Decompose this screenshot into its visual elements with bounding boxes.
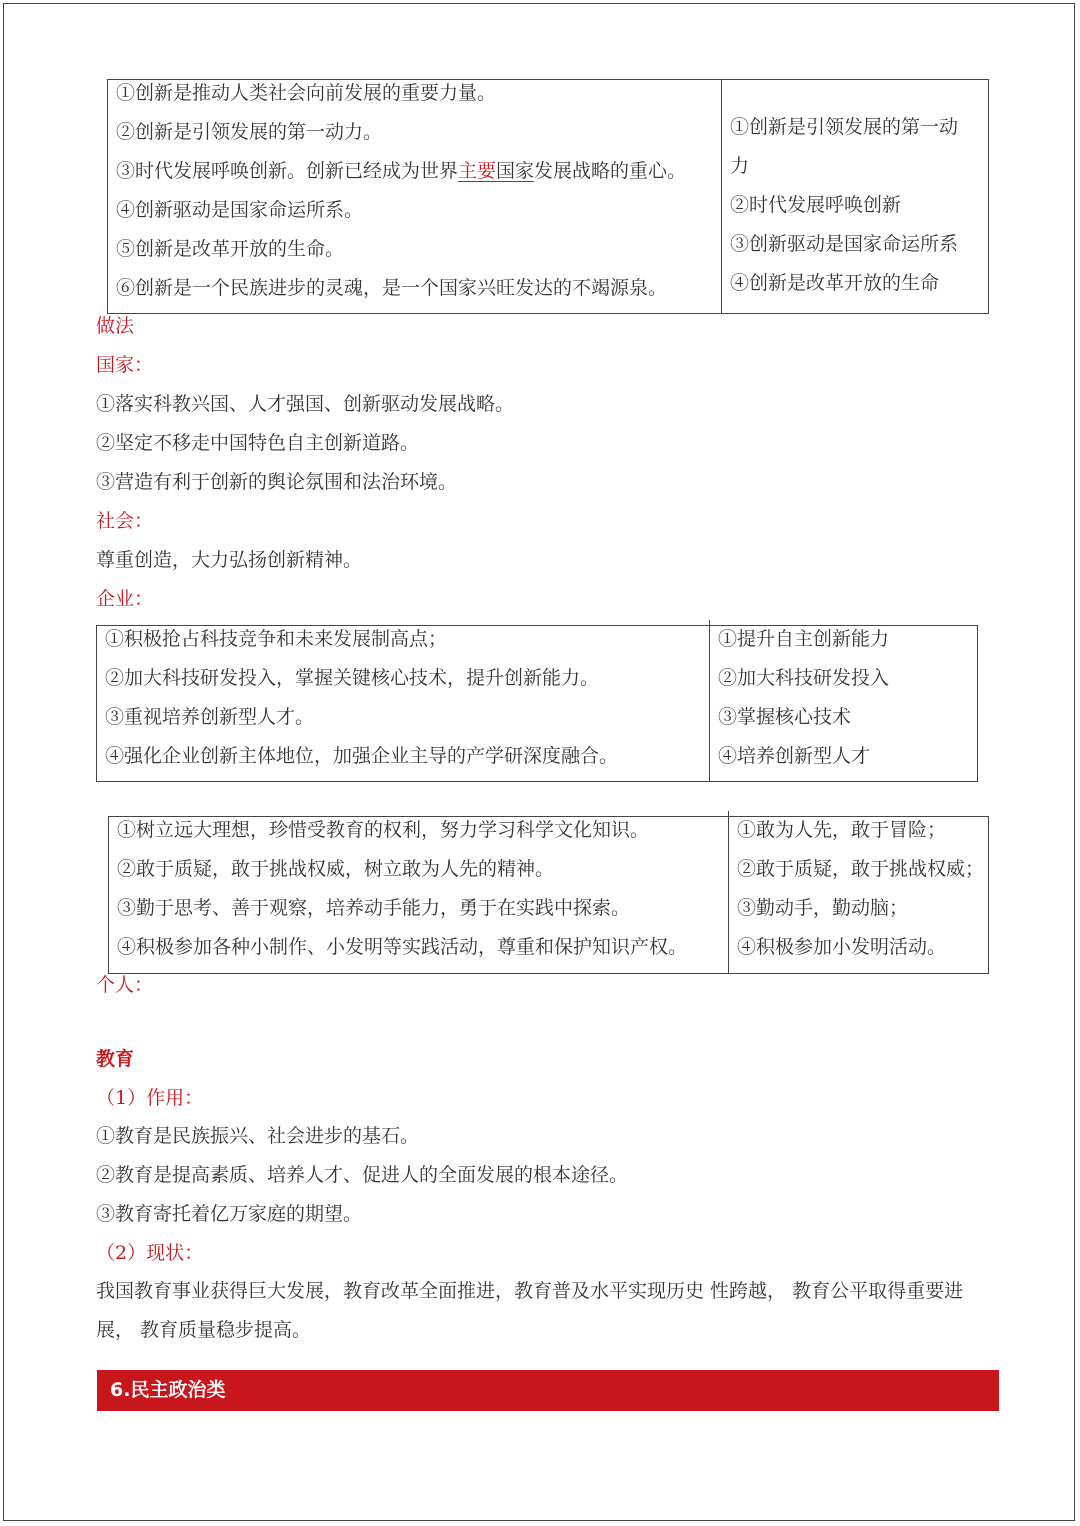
individual-summary-item: ③勤动手，勤动脑； — [737, 897, 909, 919]
education-status-label: （2）现状： — [96, 1242, 204, 1264]
innovation-importance-table — [107, 79, 989, 314]
individual-summary-item: ①敢为人先，敢于冒险； — [737, 819, 947, 841]
tail-text: 发展战略的重心。 — [534, 160, 687, 182]
education-role-item: ③教育寄托着亿万家庭的期望。 — [96, 1203, 363, 1225]
individual-item: ②敢于质疑，敢于挑战权威，树立敢为人先的精神。 — [117, 858, 555, 880]
individual-label: 个人： — [96, 974, 154, 996]
enterprise-item: ②加大科技研发投入，掌握关键核心技术，提升创新能力。 — [105, 667, 600, 689]
education-status-text: 我国教育事业获得巨大发展，教育改革全面推进，教育普及水平实现历史 性跨越， 教育公平取得重要进展， 教育质量稳步提高。 — [96, 1280, 964, 1341]
enterprise-left-column — [105, 620, 709, 781]
individual-right-column — [728, 811, 988, 973]
approach-heading: 做法 — [96, 315, 135, 337]
individual-item: ③勤于思考、善于观察，培养动手能力，勇于在实践中探索。 — [117, 897, 631, 919]
innovation-summary-item: ④创新是改革开放的生命 — [730, 272, 940, 294]
education-role-item: ①教育是民族振兴、社会进步的基石。 — [96, 1125, 420, 1147]
state-item: ①落实科教兴国、人才强国、创新驱动发展战略。 — [96, 393, 515, 415]
individual-item: ④积极参加各种小制作、小发明等实践活动，尊重和保护知识产权。 — [117, 936, 688, 958]
individual-summary-item: ②敢于质疑，敢于挑战权威； — [737, 858, 985, 880]
enterprise-summary-item: ②加大科技研发投入 — [718, 667, 890, 689]
education-role-item: ②教育是提高素质、培养人才、促进人的全面发展的根本途径。 — [96, 1164, 629, 1186]
enterprise-item: ③重视培养创新型人才。 — [105, 706, 315, 728]
innovation-item: ④创新驱动是国家命运所系。 — [116, 199, 364, 221]
individual-summary-item: ④积极参加小发明活动。 — [737, 936, 947, 958]
section-banner: 6.民主政治类 — [97, 1370, 999, 1411]
enterprise-item: ④强化企业创新主体地位，加强企业主导的产学研深度融合。 — [105, 745, 619, 767]
innovation-right-column — [721, 80, 988, 313]
individual-left-column — [117, 811, 728, 973]
state-item: ③营造有利于创新的舆论氛围和法治环境。 — [96, 471, 458, 493]
innovation-item: ①创新是推动人类社会向前发展的重要力量。 — [116, 82, 497, 104]
innovation-summary-item: ①创新是引领发展的第一动 — [730, 116, 959, 138]
enterprise-summary-item: ①提升自主创新能力 — [718, 628, 890, 650]
innovation-item: ③时代发展呼唤创新。创新已经成为世界主要国家发展战略的重心。 — [116, 160, 687, 182]
individual-item: ①树立远大理想，珍惜受教育的权利，努力学习科学文化知识。 — [117, 819, 650, 841]
enterprise-item: ①积极抢占科技竞争和未来发展制高点； — [105, 628, 448, 650]
innovation-item: ⑥创新是一个民族进步的灵魂，是一个国家兴旺发达的不竭源泉。 — [116, 277, 668, 299]
innovation-item: ⑤创新是改革开放的生命。 — [116, 238, 345, 260]
enterprise-summary-item: ④培养创新型人才 — [718, 745, 871, 767]
enterprise-summary-item: ③掌握核心技术 — [718, 706, 852, 728]
education-role-label: （1）作用： — [96, 1087, 204, 1109]
highlighted-word: 主要 — [458, 160, 497, 182]
innovation-left-column — [116, 74, 721, 313]
innovation-summary-item: ②时代发展呼唤创新 — [730, 194, 902, 216]
state-label: 国家： — [96, 354, 154, 376]
innovation-summary-item: ③创新驱动是国家命运所系 — [730, 233, 959, 255]
individual-table — [108, 816, 989, 974]
society-text: 尊重创造，大力弘扬创新精神。 — [96, 549, 363, 571]
society-label: 社会： — [96, 510, 154, 532]
enterprise-label: 企业： — [96, 588, 154, 610]
innovation-item: ②创新是引领发展的第一动力。 — [116, 121, 383, 143]
state-item: ②坚定不移走中国特色自主创新道路。 — [96, 432, 420, 454]
education-heading: 教育 — [96, 1048, 135, 1070]
underlined-word: 国家 — [496, 160, 535, 182]
enterprise-table — [96, 625, 978, 782]
enterprise-right-column — [709, 620, 977, 781]
innovation-summary-item: 力 — [730, 155, 750, 177]
